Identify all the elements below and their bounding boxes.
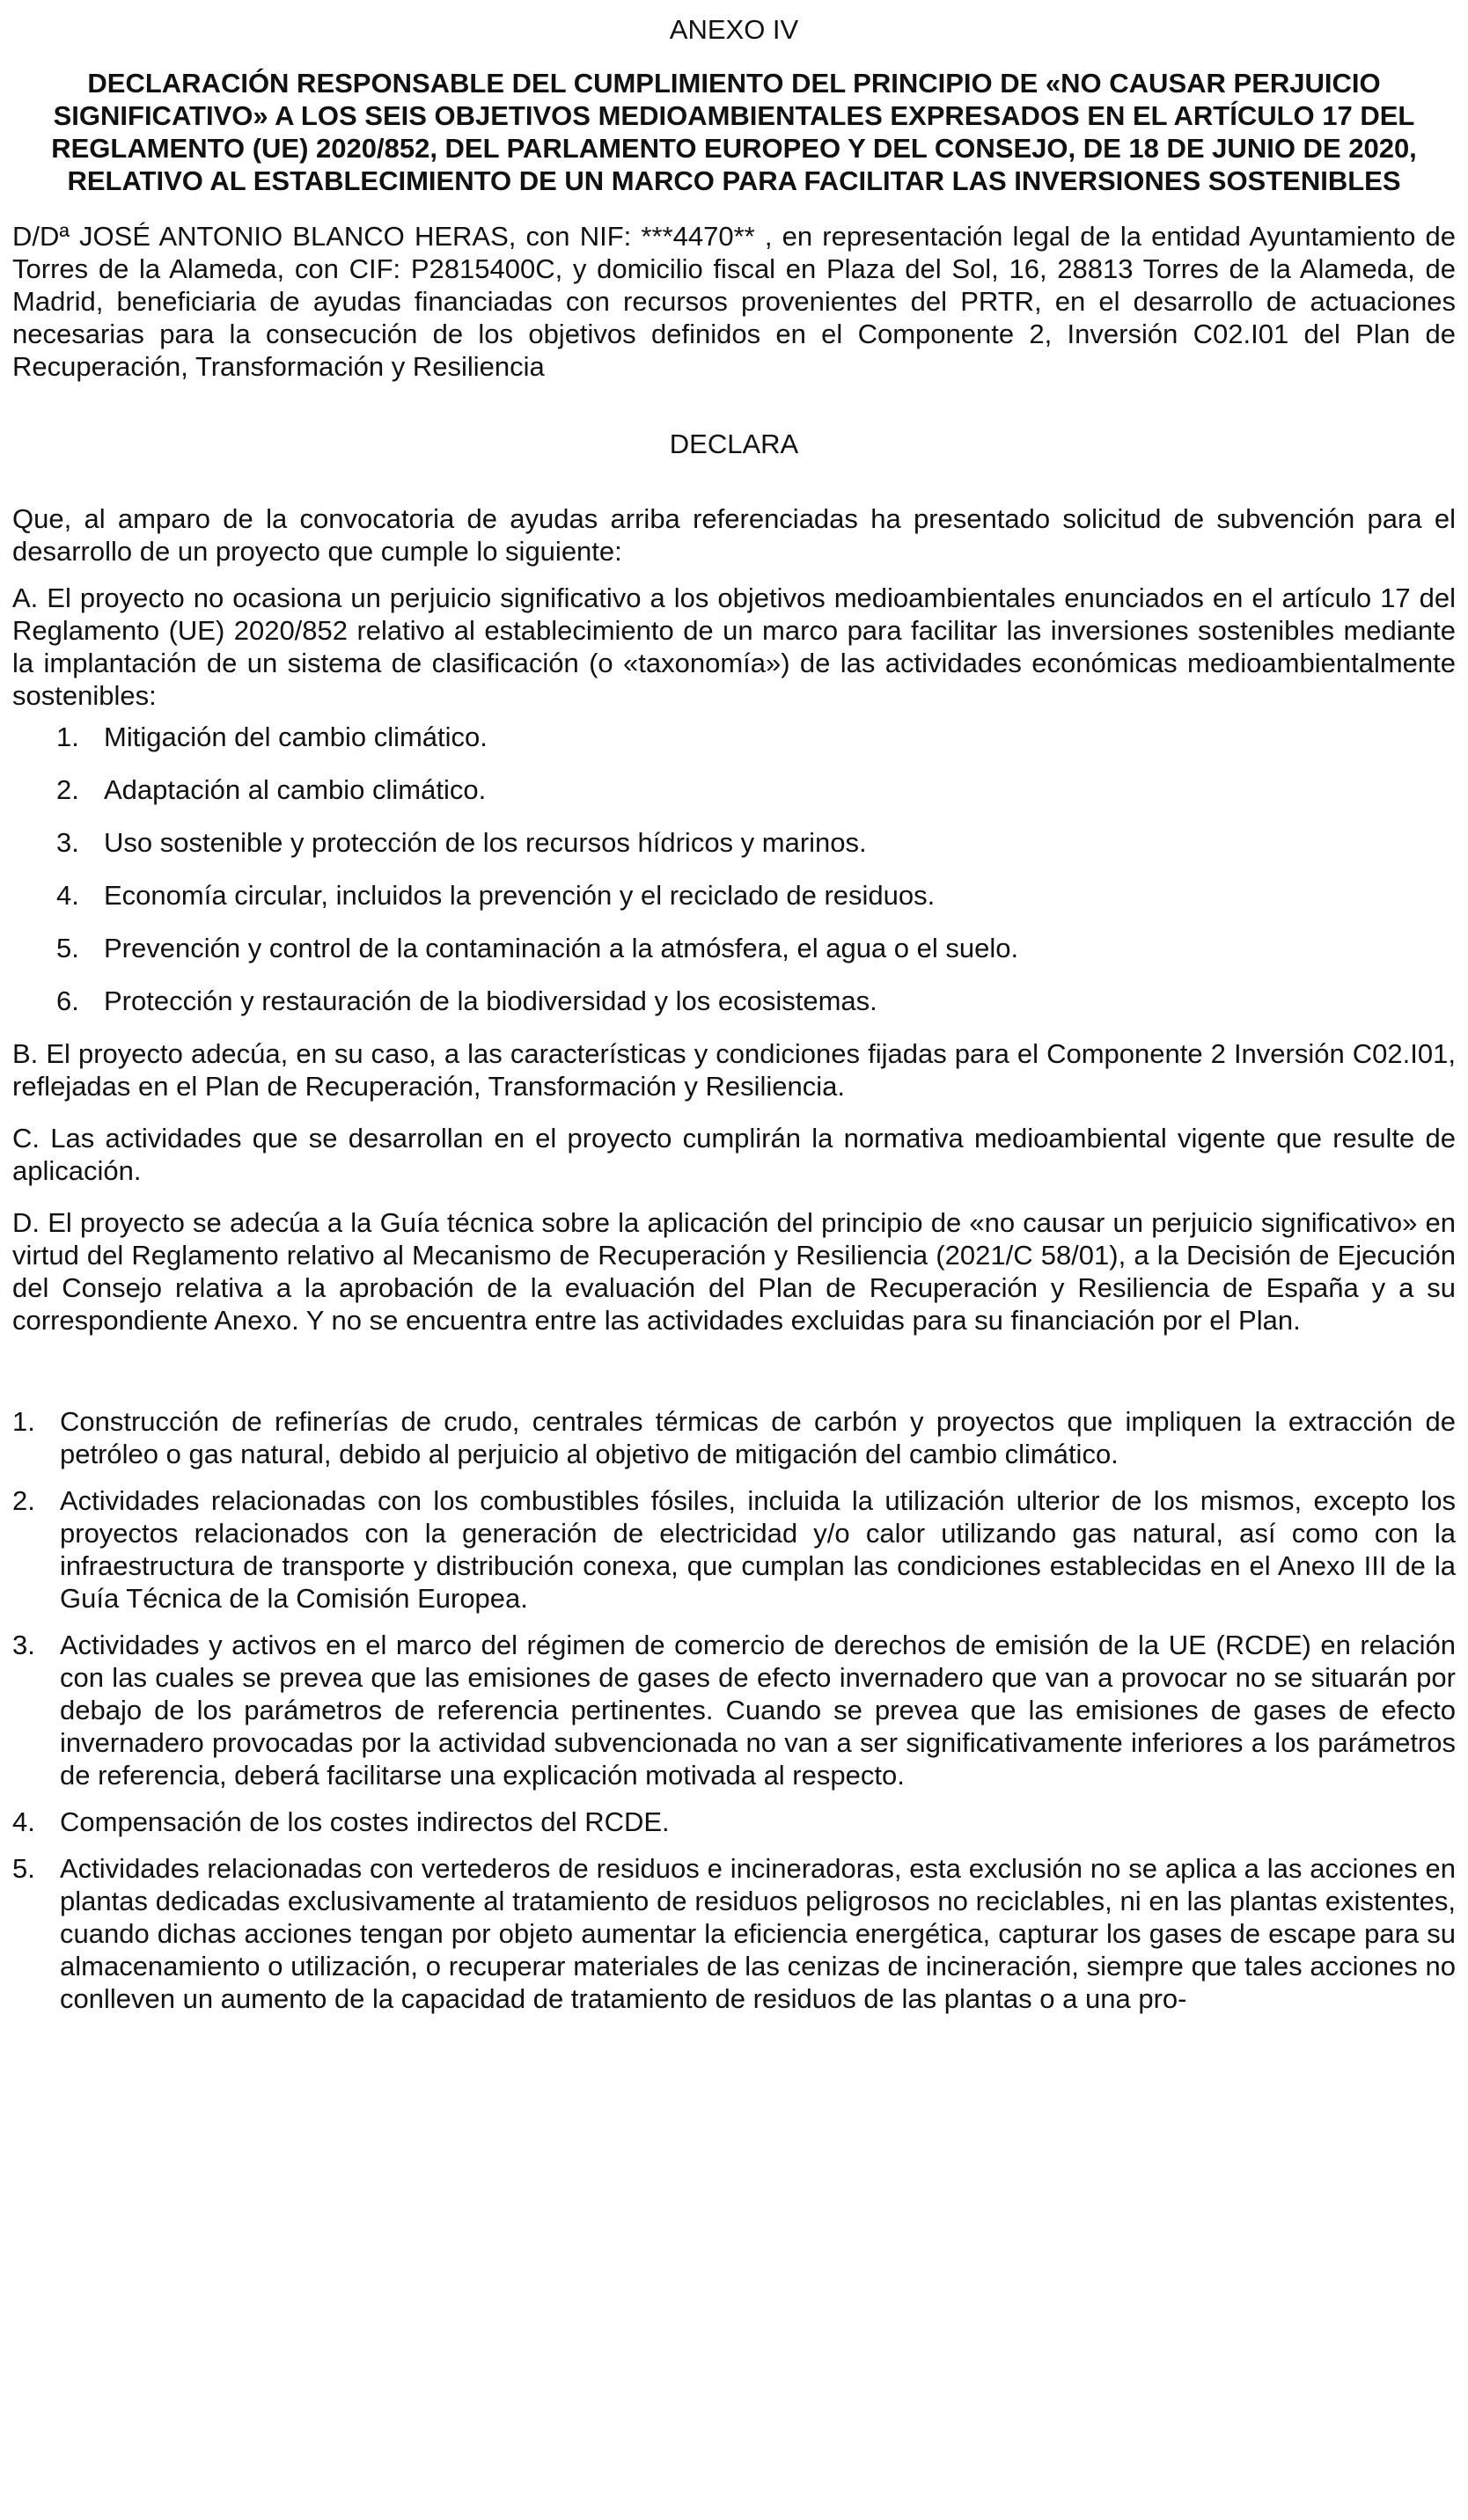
declara-heading: DECLARA <box>669 429 799 459</box>
annex-title: ANEXO IV <box>669 14 799 45</box>
objective-number: 5. <box>56 933 79 963</box>
objective-text: Mitigación del cambio climático. <box>104 722 488 752</box>
point-a: A. El proyecto no ocasiona un perjuicio significativo a los objetivos medioambientales enunciados en el artículo 17 del Reglamento (UE) 2020/852 relativo al establecimiento de un marco para facilitar las inversiones sostenibles mediante la implantación de un sistema de clasificación (o «taxonomía») de las actividades económicas medioambientalmente sostenibles: <box>12 582 1456 711</box>
point-b: B. El proyecto adecúa, en su caso, a las características y condiciones fijadas para el Componente 2 Inversión C02.I01, reflejadas en el Plan de Recuperación, Transformación y Resiliencia. <box>12 1038 1456 1102</box>
declarant-intro: D/Dª JOSÉ ANTONIO BLANCO HERAS, con NIF: ***4470** , en representación legal de la entidad Ayuntamiento de Torres de la Alameda, con CIF: P2815400C, y domicilio fiscal en Plaza del Sol, 16, 28813 Torres de la Alameda, de Madrid, beneficiaria de ayudas financiadas con recursos provenientes del PRTR, en el desarrollo de actuaciones necesarias para la consecución de los objetivos definidos en el Componente 2, Inversión C02.I01 del Plan de Recuperación, Transformación y Resiliencia <box>12 221 1456 382</box>
excluded-activity-text: Construcción de refinerías de crudo, centrales térmicas de carbón y proyectos que impliquen la extracción de petróleo o gas natural, debido al perjuicio al objetivo de mitigación del cambio climático. <box>60 1406 1456 1469</box>
excluded-activity-number: 2. <box>12 1485 35 1516</box>
objective-item <box>12 932 1456 964</box>
objective-text: Uso sostenible y protección de los recursos hídricos y marinos. <box>104 827 867 858</box>
point-d: D. El proyecto se adecúa a la Guía técnica sobre la aplicación del principio de «no causar un perjuicio significativo» en virtud del Reglamento relativo al Mecanismo de Recuperación y Resiliencia (2021/C 58/01), a la Decisión de Ejecución del Consejo relativa a la aprobación de la evaluación del Plan de Recuperación y Resiliencia de España y a su correspondiente Anexo. Y no se encuentra entre las actividades excluidas para su financiación por el Plan. <box>12 1207 1456 1336</box>
excluded-activity-number: 3. <box>12 1630 35 1660</box>
objective-number: 6. <box>56 985 79 1016</box>
objective-item <box>12 721 1456 753</box>
point-c: C. Las actividades que se desarrollan en el proyecto cumplirán la normativa medioambiental vigente que resulte de aplicación. <box>12 1123 1456 1186</box>
objective-text: Protección y restauración de la biodiversidad y los ecosistemas. <box>104 985 877 1016</box>
objective-number: 2. <box>56 774 79 805</box>
excluded-activity-item <box>12 1405 1456 1470</box>
objective-item <box>12 879 1456 912</box>
objective-number: 4. <box>56 880 79 911</box>
excluded-activity-item <box>12 1629 1456 1791</box>
declaration-heading: DECLARACIÓN RESPONSABLE DEL CUMPLIMIENTO DEL PRINCIPIO DE «NO CAUSAR PERJUICIO SIGNIFICATIVO» A LOS SEIS OBJETIVOS MEDIOAMBIENTALES EXPRESADOS EN EL ARTÍCULO 17 DEL REGLAMENTO (UE) 2020/852, DEL PARLAMENTO EUROPEO Y DEL CONSEJO, DE 18 DE JUNIO DE 2020, RELATIVO AL ESTABLECIMIENTO DE UN MARCO PARA FACILITAR LAS INVERSIONES SOSTENIBLES <box>51 68 1417 196</box>
excluded-activity-item <box>12 1806 1456 1838</box>
excluded-activity-text: Actividades relacionadas con los combustibles fósiles, incluida la utilización ulterior de los mismos, excepto los proyectos relacionados con la generación de electricidad y/o calor utilizando gas natural, así como con la infraestructura de transporte y distribución conexa, que cumplan las condiciones establecidas en el Anexo III de la Guía Técnica de la Comisión Europea. <box>60 1485 1456 1614</box>
excluded-activity-text: Compensación de los costes indirectos del RCDE. <box>60 1806 670 1837</box>
excluded-activities-list <box>12 1405 1456 2015</box>
objective-item <box>12 773 1456 806</box>
objective-text: Adaptación al cambio climático. <box>104 774 487 805</box>
excluded-activity-item <box>12 1484 1456 1615</box>
excluded-activity-text: Actividades y activos en el marco del régimen de comercio de derechos de emisión de la UE (RCDE) en relación con las cuales se prevea que las emisiones de gases de efecto invernadero que van a provocar no se situarán por debajo de los parámetros de referencia pertinentes. Cuando se prevea que las emisiones de gases de efecto invernadero provocadas por la actividad subvencionada no van a ser significativamente inferiores a los parámetros de referencia, deberá facilitarse una explicación motivada al respecto. <box>60 1630 1456 1791</box>
objective-text: Prevención y control de la contaminación a la atmósfera, el agua o el suelo. <box>104 933 1019 963</box>
excluded-activity-number: 1. <box>12 1406 35 1437</box>
excluded-activity-number: 5. <box>12 1853 35 1884</box>
excluded-activity-number: 4. <box>12 1806 35 1837</box>
que-paragraph: Que, al amparo de la convocatoria de ayudas arriba referenciadas ha presentado solicitud de subvención para el desarrollo de un proyecto que cumple lo siguiente: <box>12 503 1456 567</box>
excluded-activity-item <box>12 1852 1456 2015</box>
objective-number: 1. <box>56 722 79 752</box>
objective-item <box>12 985 1456 1017</box>
objective-item <box>12 826 1456 859</box>
objective-text: Economía circular, incluidos la prevención y el reciclado de residuos. <box>104 880 936 911</box>
excluded-activity-text: Actividades relacionadas con vertederos de residuos e incineradoras, esta exclusión no se aplica a las acciones en plantas dedicadas exclusivamente al tratamiento de residuos peligrosos no reciclables, ni en las plantas existentes, cuando dichas acciones tengan por objeto aumentar la eficiencia energética, capturar los gases de escape para su almacenamiento o utilización, o recuperar materiales de las cenizas de incineración, siempre que tales acciones no conlleven un aumento de la capacidad de tratamiento de residuos de las plantas o a una pro- <box>60 1853 1456 2014</box>
objectives-list <box>12 721 1456 1017</box>
objective-number: 3. <box>56 827 79 858</box>
